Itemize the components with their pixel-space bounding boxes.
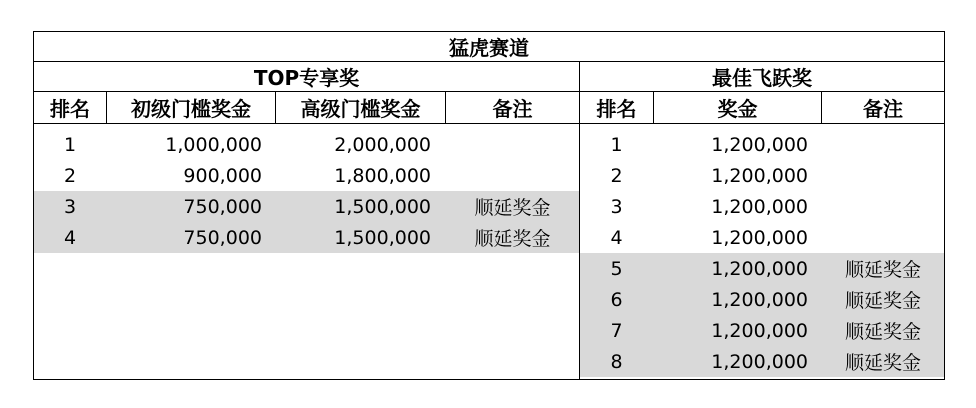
left-rank-cell: 4 — [63, 226, 77, 249]
divider-right-2 — [821, 92, 822, 124]
table-title: 猛虎赛道 — [34, 32, 944, 62]
initial-prize-cell: 750,000 — [183, 195, 262, 218]
right-prize-cell: 1,200,000 — [711, 226, 808, 249]
header-right-rank: 排名 — [580, 92, 653, 124]
right-rank-cell: 4 — [610, 226, 623, 249]
section-divider — [579, 62, 580, 380]
advanced-prize-cell: 1,500,000 — [334, 195, 431, 218]
section-top-exclusive: TOP专享奖 — [34, 62, 579, 92]
divider-left-3 — [445, 92, 446, 124]
left-rank-cell: 1 — [63, 133, 77, 156]
left-note-cell — [446, 160, 579, 191]
right-prize-cell: 1,200,000 — [711, 133, 808, 156]
right-rank-cell: 7 — [610, 319, 623, 342]
right-rank-cell: 1 — [610, 133, 623, 156]
left-rank-cell: 2 — [63, 164, 77, 187]
header-left-note: 备注 — [446, 92, 579, 124]
right-note-cell: 顺延奖金 — [844, 290, 921, 312]
header-initial-prize: 初级门槛奖金 — [107, 92, 275, 124]
header-right-note: 备注 — [822, 92, 944, 124]
right-note-cell — [822, 222, 944, 253]
advanced-prize-cell: 2,000,000 — [334, 133, 431, 156]
right-rank-cell: 2 — [610, 164, 623, 187]
section-best-leap: 最佳飞跃奖 — [580, 62, 944, 92]
advanced-prize-cell: 1,500,000 — [334, 226, 431, 249]
right-prize-cell: 1,200,000 — [711, 288, 808, 311]
header-advanced-prize: 高级门槛奖金 — [276, 92, 445, 124]
right-prize-cell: 1,200,000 — [711, 319, 808, 342]
right-note-cell — [822, 129, 944, 160]
divider-left-2 — [275, 92, 276, 124]
right-rank-cell: 6 — [610, 288, 623, 311]
right-note-cell: 顺延奖金 — [844, 259, 921, 281]
right-prize-cell: 1,200,000 — [711, 350, 808, 373]
initial-prize-cell: 900,000 — [183, 164, 262, 187]
header-right-prize: 奖金 — [654, 92, 821, 124]
left-note-cell — [446, 129, 579, 160]
right-rank-cell: 5 — [610, 257, 623, 280]
right-note-cell — [822, 160, 944, 191]
divider-right-1 — [653, 92, 654, 124]
right-prize-cell: 1,200,000 — [711, 195, 808, 218]
header-left-rank: 排名 — [34, 92, 106, 124]
right-note-cell: 顺延奖金 — [844, 352, 921, 374]
right-prize-cell: 1,200,000 — [711, 257, 808, 280]
initial-prize-cell: 750,000 — [183, 226, 262, 249]
right-note-cell: 顺延奖金 — [844, 321, 921, 343]
right-rank-cell: 3 — [610, 195, 623, 218]
advanced-prize-cell: 1,800,000 — [334, 164, 431, 187]
right-prize-cell: 1,200,000 — [711, 164, 808, 187]
divider-left-1 — [106, 92, 107, 124]
left-note-cell: 顺延奖金 — [474, 228, 551, 250]
initial-prize-cell: 1,000,000 — [165, 133, 262, 156]
left-rank-cell: 3 — [63, 195, 77, 218]
prize-table — [33, 31, 945, 380]
right-note-cell — [822, 191, 944, 222]
right-rank-cell: 8 — [610, 350, 623, 373]
left-note-cell: 顺延奖金 — [474, 197, 551, 219]
